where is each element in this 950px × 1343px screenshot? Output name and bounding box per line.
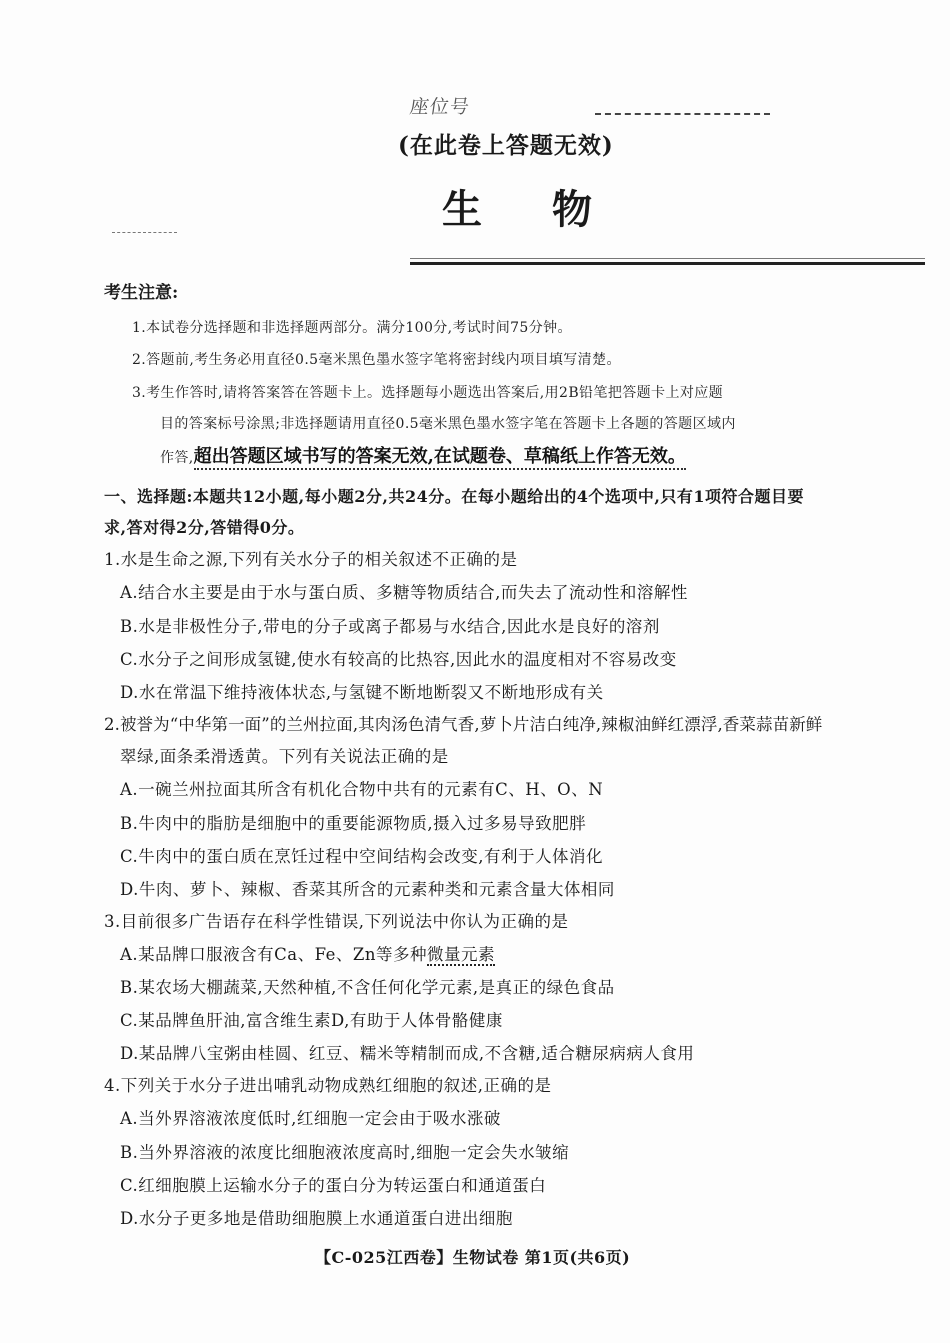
question-2-option-c: C.牛肉中的蛋白质在烹饪过程中空间结构会改变,有利于人体消化 bbox=[120, 847, 604, 866]
notice-item-1: 1.本试卷分选择题和非选择题两部分。满分100分,考试时间75分钟。 bbox=[132, 320, 572, 336]
notice-item-3-prefix: 作答, bbox=[160, 450, 194, 466]
question-2-stem-line-2: 翠绿,面条柔滑透黄。下列有关说法正确的是 bbox=[120, 747, 449, 766]
notice-item-3-line-1: 3.考生作答时,请将答案答在答题卡上。选择题每小题选出答案后,用2B铅笔把答题卡上对应题 bbox=[132, 385, 724, 401]
title-rule bbox=[410, 262, 925, 265]
question-2-option-b: B.牛肉中的脂肪是细胞中的重要能源物质,摄入过多易导致肥胖 bbox=[120, 814, 587, 833]
question-3-option-c: C.某品牌鱼肝油,富含维生素D,有助于人体骨骼健康 bbox=[120, 1011, 503, 1030]
question-3-option-a-text: A.某品牌口服液含有Ca、Fe、Zn等多种 bbox=[120, 945, 428, 964]
notice-item-3-line-2: 目的答案标号涂黑;非选择题请用直径0.5毫米黑色墨水签字笔在答题卡上各题的答题区域内 bbox=[160, 416, 736, 432]
question-3-option-a-emphasis: 微量元素 bbox=[427, 945, 496, 964]
title-rule-thin bbox=[410, 258, 925, 259]
question-2-stem-line-1: 2.被誉为“中华第一面”的兰州拉面,其肉汤色清气香,萝卜片洁白纯净,辣椒油鲜红漂浮,香菜蒜苗新鲜 bbox=[104, 715, 823, 734]
subject-title: 生物 bbox=[442, 186, 662, 233]
question-1-option-c: C.水分子之间形成氢键,使水有较高的比热容,因此水的温度相对不容易改变 bbox=[120, 650, 677, 669]
question-3-option-b: B.某农场大棚蔬菜,天然种植,不含任何化学元素,是真正的绿色食品 bbox=[120, 978, 615, 997]
notice-item-2: 2.答题前,考生务必用直径0.5毫米黑色墨水签字笔将密封线内项目填写清楚。 bbox=[132, 352, 621, 368]
question-4-option-b: B.当外界溶液的浓度比细胞液浓度高时,细胞一定会失水皱缩 bbox=[120, 1143, 570, 1162]
question-4-stem: 4.下列关于水分子进出哺乳动物成熟红细胞的叙述,正确的是 bbox=[104, 1076, 552, 1095]
question-3-option-a bbox=[120, 941, 495, 965]
question-1-option-a: A.结合水主要是由于水与蛋白质、多糖等物质结合,而失去了流动性和溶解性 bbox=[120, 583, 688, 602]
notice-item-3-line-3 bbox=[160, 442, 686, 468]
question-3-option-d: D.某品牌八宝粥由桂圆、红豆、糯米等精制而成,不含糖,适合糖尿病病人食用 bbox=[120, 1044, 695, 1063]
question-3-stem: 3.目前很多广告语存在科学性错误,下列说法中你认为正确的是 bbox=[104, 912, 569, 931]
page-footer: 【C-025江西卷】生物试卷 第1页(共6页) bbox=[315, 1248, 631, 1267]
question-4-option-a: A.当外界溶液浓度低时,红细胞一定会由于吸水涨破 bbox=[120, 1109, 501, 1128]
section-1-line-1: 一、选择题:本题共12小题,每小题2分,共24分。在每小题给出的4个选项中,只有1项符合题目要 bbox=[104, 487, 805, 506]
question-2-option-d: D.牛肉、萝卜、辣椒、香菜其所含的元素种类和元素含量大体相同 bbox=[120, 880, 615, 899]
section-1-line-2: 求,答对得2分,答错得0分。 bbox=[104, 518, 305, 537]
notice-emphasis: 超出答题区域书写的答案无效,在试题卷、草稿纸上作答无效。 bbox=[194, 446, 686, 470]
invalid-answer-note: (在此卷上答题无效) bbox=[398, 132, 614, 159]
scan-mark bbox=[112, 232, 177, 233]
question-4-option-d: D.水分子更多地是借助细胞膜上水通道蛋白进出细胞 bbox=[120, 1209, 513, 1228]
notice-heading: 考生注意: bbox=[104, 283, 179, 303]
seat-number-label: 座位号 bbox=[408, 96, 472, 118]
question-4-option-c: C.红细胞膜上运输水分子的蛋白分为转运蛋白和通道蛋白 bbox=[120, 1176, 547, 1195]
seat-number-blank bbox=[595, 113, 770, 115]
question-2-option-a: A.一碗兰州拉面其所含有机化合物中共有的元素有C、H、O、N bbox=[120, 780, 604, 799]
question-1-option-d: D.水在常温下维持液体状态,与氢键不断地断裂又不断地形成有关 bbox=[120, 683, 604, 702]
question-1-option-b: B.水是非极性分子,带电的分子或离子都易与水结合,因此水是良好的溶剂 bbox=[120, 617, 660, 636]
question-1-stem: 1.水是生命之源,下列有关水分子的相关叙述不正确的是 bbox=[104, 550, 518, 569]
